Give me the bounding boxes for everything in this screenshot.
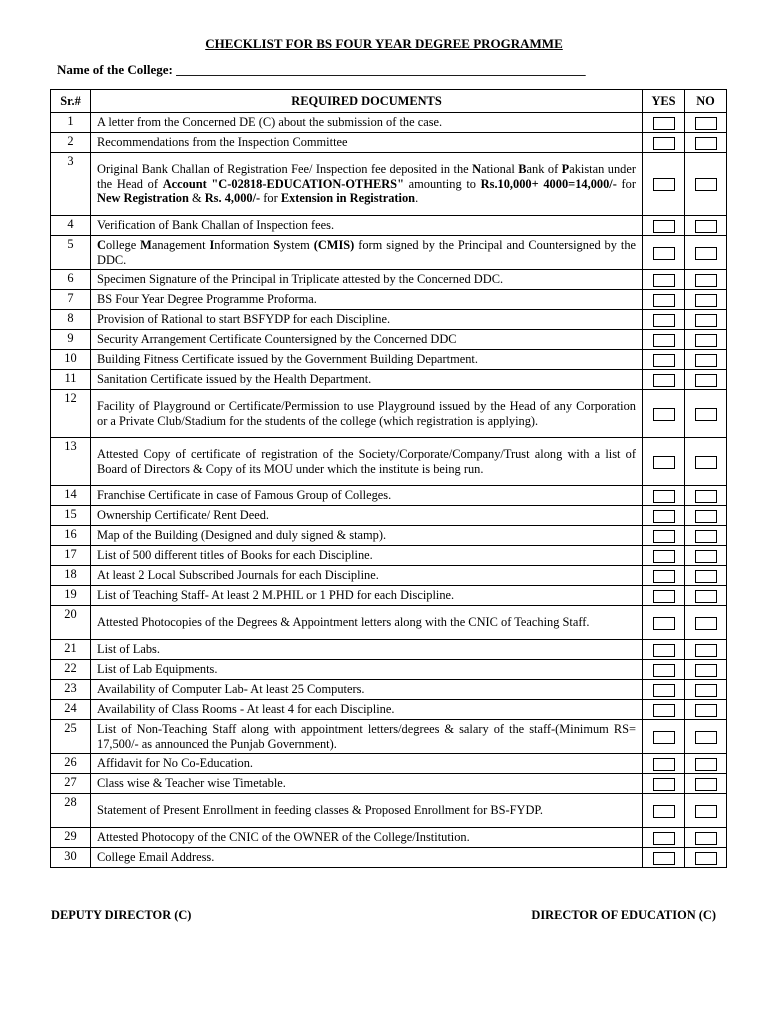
row-number: 22 <box>51 660 91 680</box>
row-number: 21 <box>51 640 91 660</box>
no-cell <box>685 270 727 290</box>
deputy-director-signature: DEPUTY DIRECTOR (C) <box>51 908 192 922</box>
row-number: 13 <box>51 438 91 486</box>
no-cell <box>685 680 727 700</box>
row-number: 7 <box>51 290 91 310</box>
no-cell <box>685 566 727 586</box>
required-document: Sanitation Certificate issued by the Health Department. <box>91 370 643 390</box>
no-checkbox[interactable] <box>695 274 717 287</box>
row-number: 18 <box>51 566 91 586</box>
row-number: 6 <box>51 270 91 290</box>
yes-cell <box>643 828 685 848</box>
table-row <box>51 640 727 660</box>
yes-checkbox[interactable] <box>653 731 675 744</box>
no-cell <box>685 660 727 680</box>
yes-checkbox[interactable] <box>653 274 675 287</box>
table-row <box>51 236 727 270</box>
table-row <box>51 350 727 370</box>
yes-cell <box>643 390 685 438</box>
no-checkbox[interactable] <box>695 530 717 543</box>
table-row <box>51 680 727 700</box>
row-number: 24 <box>51 700 91 720</box>
row-number: 8 <box>51 310 91 330</box>
no-checkbox[interactable] <box>695 510 717 523</box>
no-cell <box>685 438 727 486</box>
row-number: 19 <box>51 586 91 606</box>
required-document: Affidavit for No Co-Education. <box>91 754 643 774</box>
no-checkbox[interactable] <box>695 778 717 791</box>
required-document: Class wise & Teacher wise Timetable. <box>91 774 643 794</box>
yes-cell <box>643 153 685 216</box>
yes-cell <box>643 848 685 868</box>
required-document: Franchise Certificate in case of Famous Group of Colleges. <box>91 486 643 506</box>
table-row <box>51 606 727 640</box>
no-cell <box>685 390 727 438</box>
no-cell <box>685 133 727 153</box>
table-row <box>51 546 727 566</box>
no-cell <box>685 216 727 236</box>
yes-checkbox[interactable] <box>653 778 675 791</box>
table-row <box>51 754 727 774</box>
required-document: Availability of Class Rooms - At least 4 for each Discipline. <box>91 700 643 720</box>
yes-checkbox[interactable] <box>653 294 675 307</box>
table-row <box>51 330 727 350</box>
row-number: 1 <box>51 113 91 133</box>
yes-checkbox[interactable] <box>653 644 675 657</box>
required-document: List of Labs. <box>91 640 643 660</box>
yes-cell <box>643 133 685 153</box>
row-number: 17 <box>51 546 91 566</box>
required-document: List of Teaching Staff- At least 2 M.PHIL or 1 PHD for each Discipline. <box>91 586 643 606</box>
no-checkbox[interactable] <box>695 684 717 697</box>
yes-cell <box>643 438 685 486</box>
no-cell <box>685 720 727 754</box>
table-row <box>51 700 727 720</box>
no-cell <box>685 754 727 774</box>
no-cell <box>685 153 727 216</box>
required-document: College Email Address. <box>91 848 643 868</box>
yes-cell <box>643 606 685 640</box>
yes-cell <box>643 216 685 236</box>
no-cell <box>685 546 727 566</box>
yes-checkbox[interactable] <box>653 805 675 818</box>
no-checkbox[interactable] <box>695 247 717 260</box>
row-number: 30 <box>51 848 91 868</box>
yes-cell <box>643 270 685 290</box>
table-row <box>51 216 727 236</box>
yes-cell <box>643 794 685 828</box>
yes-checkbox[interactable] <box>653 590 675 603</box>
yes-cell <box>643 370 685 390</box>
row-number: 16 <box>51 526 91 546</box>
no-checkbox[interactable] <box>695 644 717 657</box>
no-checkbox[interactable] <box>695 354 717 367</box>
row-number: 9 <box>51 330 91 350</box>
header-yes: YES <box>643 90 685 113</box>
required-document: List of Non-Teaching Staff along with appointment letters/degrees & salary of the staff-(Minimum RS= 17,500/- as announced the Punjab Government). <box>91 720 643 754</box>
yes-checkbox[interactable] <box>653 550 675 563</box>
yes-cell <box>643 506 685 526</box>
no-cell <box>685 506 727 526</box>
required-document: Verification of Bank Challan of Inspection fees. <box>91 216 643 236</box>
yes-cell <box>643 700 685 720</box>
row-number: 26 <box>51 754 91 774</box>
table-row <box>51 566 727 586</box>
table-row <box>51 526 727 546</box>
yes-cell <box>643 774 685 794</box>
yes-checkbox[interactable] <box>653 852 675 865</box>
no-checkbox[interactable] <box>695 617 717 630</box>
table-row <box>51 133 727 153</box>
yes-checkbox[interactable] <box>653 510 675 523</box>
yes-cell <box>643 586 685 606</box>
required-document: Original Bank Challan of Registration Fee/ Inspection fee deposited in the National Bank of Pakistan under the Head of Account "C-02818-EDUCATION-OTHERS" amounting to Rs.10,000+ 4000=14,000/- for New Registration & Rs. 4,000/- for Extension in Registration. <box>91 153 643 216</box>
table-row <box>51 848 727 868</box>
no-checkbox[interactable] <box>695 570 717 583</box>
table-row <box>51 270 727 290</box>
no-cell <box>685 774 727 794</box>
yes-checkbox[interactable] <box>653 137 675 150</box>
table-row <box>51 290 727 310</box>
required-document: At least 2 Local Subscribed Journals for each Discipline. <box>91 566 643 586</box>
no-cell <box>685 113 727 133</box>
yes-cell <box>643 310 685 330</box>
no-checkbox[interactable] <box>695 117 717 130</box>
yes-checkbox[interactable] <box>653 530 675 543</box>
yes-cell <box>643 546 685 566</box>
yes-checkbox[interactable] <box>653 334 675 347</box>
no-checkbox[interactable] <box>695 664 717 677</box>
required-document: Building Fitness Certificate issued by the Government Building Department. <box>91 350 643 370</box>
row-number: 15 <box>51 506 91 526</box>
yes-checkbox[interactable] <box>653 374 675 387</box>
no-cell <box>685 794 727 828</box>
yes-cell <box>643 236 685 270</box>
yes-checkbox[interactable] <box>653 220 675 233</box>
yes-checkbox[interactable] <box>653 758 675 771</box>
no-cell <box>685 290 727 310</box>
yes-checkbox[interactable] <box>653 354 675 367</box>
header-row <box>51 90 727 113</box>
table-row <box>51 370 727 390</box>
yes-cell <box>643 113 685 133</box>
no-checkbox[interactable] <box>695 490 717 503</box>
no-checkbox[interactable] <box>695 408 717 421</box>
yes-cell <box>643 330 685 350</box>
no-checkbox[interactable] <box>695 334 717 347</box>
header-no: NO <box>685 90 727 113</box>
no-checkbox[interactable] <box>695 178 717 191</box>
no-cell <box>685 526 727 546</box>
yes-cell <box>643 526 685 546</box>
no-cell <box>685 586 727 606</box>
no-checkbox[interactable] <box>695 758 717 771</box>
yes-checkbox[interactable] <box>653 490 675 503</box>
checklist-table <box>50 89 727 868</box>
no-checkbox[interactable] <box>695 852 717 865</box>
no-checkbox[interactable] <box>695 731 717 744</box>
required-document: Ownership Certificate/ Rent Deed. <box>91 506 643 526</box>
row-number: 3 <box>51 153 91 216</box>
table-row <box>51 586 727 606</box>
no-cell <box>685 370 727 390</box>
no-checkbox[interactable] <box>695 832 717 845</box>
required-document: Map of the Building (Designed and duly signed & stamp). <box>91 526 643 546</box>
no-cell <box>685 350 727 370</box>
yes-checkbox[interactable] <box>653 684 675 697</box>
director-of-education-signature: DIRECTOR OF EDUCATION (C) <box>531 908 716 922</box>
required-document: Recommendations from the Inspection Committee <box>91 133 643 153</box>
yes-checkbox[interactable] <box>653 314 675 327</box>
yes-checkbox[interactable] <box>653 617 675 630</box>
no-cell <box>685 236 727 270</box>
yes-cell <box>643 350 685 370</box>
header-sr: Sr.# <box>51 90 91 113</box>
row-number: 28 <box>51 794 91 828</box>
table-row <box>51 310 727 330</box>
yes-checkbox[interactable] <box>653 408 675 421</box>
yes-checkbox[interactable] <box>653 456 675 469</box>
no-cell <box>685 310 727 330</box>
no-cell <box>685 606 727 640</box>
row-number: 11 <box>51 370 91 390</box>
no-checkbox[interactable] <box>695 456 717 469</box>
row-number: 5 <box>51 236 91 270</box>
required-document: College Management Information System (CMIS) form signed by the Principal and Countersigned by the DDC. <box>91 236 643 270</box>
no-checkbox[interactable] <box>695 220 717 233</box>
no-cell <box>685 640 727 660</box>
required-document: Attested Photocopy of the CNIC of the OWNER of the College/Institution. <box>91 828 643 848</box>
table-row <box>51 153 727 216</box>
yes-cell <box>643 566 685 586</box>
table-row <box>51 720 727 754</box>
yes-cell <box>643 720 685 754</box>
yes-cell <box>643 660 685 680</box>
table-row <box>51 774 727 794</box>
row-number: 23 <box>51 680 91 700</box>
required-document: BS Four Year Degree Programme Proforma. <box>91 290 643 310</box>
yes-cell <box>643 640 685 660</box>
row-number: 25 <box>51 720 91 754</box>
college-name-field[interactable]: Name of the College: _______________________________________________________________ <box>57 62 586 77</box>
yes-checkbox[interactable] <box>653 117 675 130</box>
table-row <box>51 506 727 526</box>
table-row <box>51 660 727 680</box>
required-document: Provision of Rational to start BSFYDP for each Discipline. <box>91 310 643 330</box>
no-checkbox[interactable] <box>695 590 717 603</box>
required-document: Availability of Computer Lab- At least 25 Computers. <box>91 680 643 700</box>
required-document: Specimen Signature of the Principal in Triplicate attested by the Concerned DDC. <box>91 270 643 290</box>
row-number: 4 <box>51 216 91 236</box>
row-number: 20 <box>51 606 91 640</box>
required-document: List of 500 different titles of Books for each Discipline. <box>91 546 643 566</box>
no-checkbox[interactable] <box>695 374 717 387</box>
header-required-documents: REQUIRED DOCUMENTS <box>91 90 643 113</box>
yes-cell <box>643 680 685 700</box>
table-row <box>51 390 727 438</box>
required-document: Facility of Playground or Certificate/Permission to use Playground issued by the Head of any Corporation or a Private Club/Stadium for the students of the college (which registration is applying). <box>91 390 643 438</box>
row-number: 2 <box>51 133 91 153</box>
yes-checkbox[interactable] <box>653 570 675 583</box>
required-document: Attested Copy of certificate of registration of the Society/Corporate/Company/Trust along with a list of Board of Directors & Copy of its MOU under which the institute is being run. <box>91 438 643 486</box>
no-checkbox[interactable] <box>695 550 717 563</box>
no-checkbox[interactable] <box>695 314 717 327</box>
row-number: 29 <box>51 828 91 848</box>
no-checkbox[interactable] <box>695 294 717 307</box>
no-checkbox[interactable] <box>695 704 717 717</box>
row-number: 10 <box>51 350 91 370</box>
table-row <box>51 486 727 506</box>
no-cell <box>685 700 727 720</box>
no-checkbox[interactable] <box>695 805 717 818</box>
required-document: Security Arrangement Certificate Countersigned by the Concerned DDC <box>91 330 643 350</box>
yes-cell <box>643 754 685 774</box>
no-cell <box>685 330 727 350</box>
yes-checkbox[interactable] <box>653 664 675 677</box>
yes-cell <box>643 486 685 506</box>
table-row <box>51 438 727 486</box>
required-document: Statement of Present Enrollment in feeding classes & Proposed Enrollment for BS-FYDP. <box>91 794 643 828</box>
required-document: A letter from the Concerned DE (C) about the submission of the case. <box>91 113 643 133</box>
no-cell <box>685 828 727 848</box>
yes-checkbox[interactable] <box>653 832 675 845</box>
table-row <box>51 113 727 133</box>
no-cell <box>685 848 727 868</box>
row-number: 27 <box>51 774 91 794</box>
yes-checkbox[interactable] <box>653 178 675 191</box>
row-number: 14 <box>51 486 91 506</box>
no-checkbox[interactable] <box>695 137 717 150</box>
row-number: 12 <box>51 390 91 438</box>
no-cell <box>685 486 727 506</box>
table-row <box>51 828 727 848</box>
table-row <box>51 794 727 828</box>
yes-cell <box>643 290 685 310</box>
document-title: CHECKLIST FOR BS FOUR YEAR DEGREE PROGRAMME <box>205 36 563 51</box>
required-document: List of Lab Equipments. <box>91 660 643 680</box>
yes-checkbox[interactable] <box>653 247 675 260</box>
required-document: Attested Photocopies of the Degrees & Appointment letters along with the CNIC of Teaching Staff. <box>91 606 643 640</box>
yes-checkbox[interactable] <box>653 704 675 717</box>
